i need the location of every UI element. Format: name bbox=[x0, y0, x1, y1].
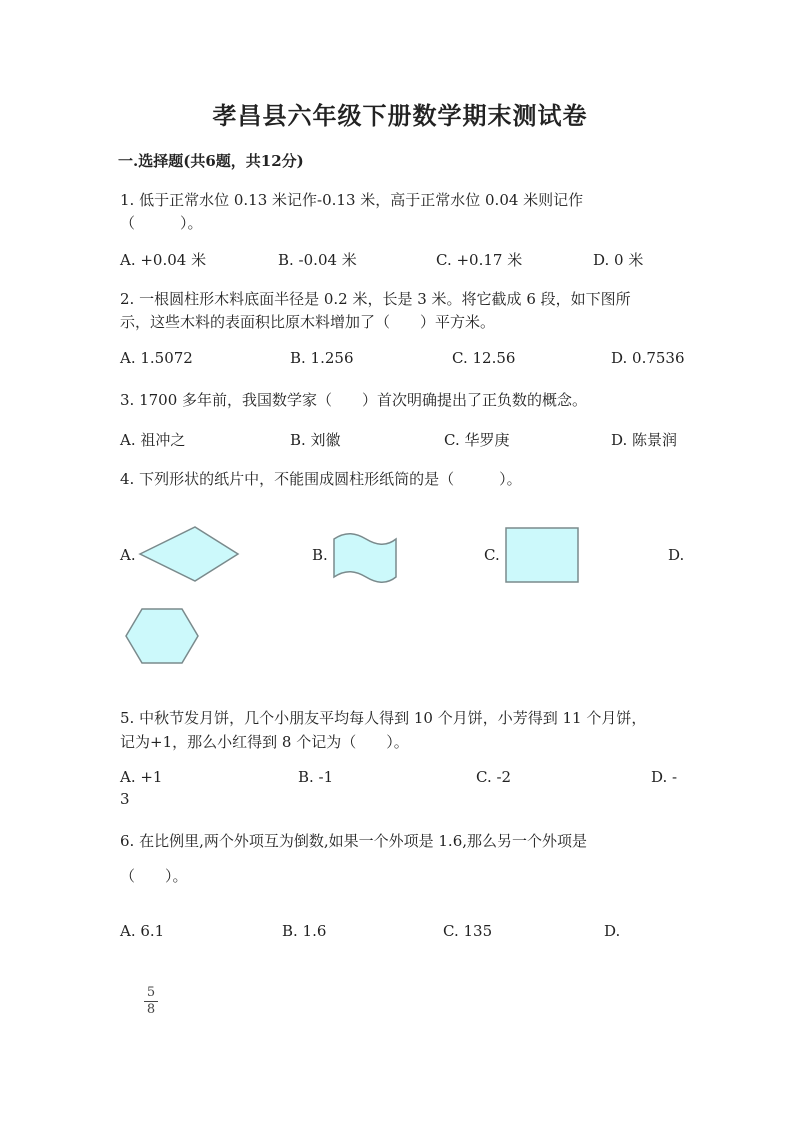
q3-line1: 3. 1700 多年前，我国数学家（ ）首次明确提出了正负数的概念。 bbox=[120, 391, 588, 409]
q5-option-d-wrap: 3 bbox=[120, 790, 130, 808]
wavy-flag-shape bbox=[332, 531, 398, 585]
q6-option-b: B. 1.6 bbox=[282, 922, 327, 940]
q4-option-b-label: B. bbox=[312, 546, 328, 564]
q5-option-c: C. -2 bbox=[476, 768, 512, 786]
q2-option-b: B. 1.256 bbox=[290, 349, 354, 367]
rectangle-shape bbox=[504, 526, 580, 584]
q3-option-d: D. 陈景润 bbox=[611, 431, 678, 449]
fraction-five-eighths bbox=[144, 986, 158, 1017]
q1-option-d: D. 0 米 bbox=[593, 251, 644, 269]
section-heading: 一.选择题(共6题，共12分) bbox=[118, 152, 304, 170]
q6-option-a: A. 6.1 bbox=[120, 922, 165, 940]
q1-option-c: C. +0.17 米 bbox=[436, 251, 523, 269]
q2-option-a: A. 1.5072 bbox=[120, 349, 193, 367]
page-title: 孝昌县六年级下册数学期末测试卷 bbox=[212, 101, 588, 130]
q3-option-c: C. 华罗庚 bbox=[444, 431, 510, 449]
q6-line1: 6. 在比例里,两个外项互为倒数,如果一个外项是 1.6,那么另一个外项是 bbox=[120, 832, 588, 850]
q4-option-c-label: C. bbox=[484, 546, 500, 564]
q1-line2: （ ）。 bbox=[120, 214, 203, 232]
q5-option-a: A. +1 bbox=[120, 768, 163, 786]
q4-option-d-label: D. bbox=[668, 546, 685, 564]
q6-option-c: C. 135 bbox=[443, 922, 493, 940]
hexagon-shape bbox=[124, 606, 200, 666]
fraction-denominator: 8 bbox=[146, 1002, 156, 1017]
q2-line2: 示，这些木料的表面积比原木料增加了（ ）平方米。 bbox=[120, 313, 496, 331]
q5-option-d: D. - bbox=[651, 768, 678, 786]
q1-line1: 1. 低于正常水位 0.13 米记作-0.13 米，高于正常水位 0.04 米则记作 bbox=[120, 191, 584, 209]
q3-option-a: A. 祖冲之 bbox=[120, 431, 186, 449]
q5-line2: 记为+1，那么小红得到 8 个记为（ ）。 bbox=[120, 733, 409, 751]
q5-line1: 5. 中秋节发月饼，几个小朋友平均每人得到 10 个月饼，小芳得到 11 个月饼， bbox=[120, 709, 647, 727]
q5-option-b: B. -1 bbox=[298, 768, 334, 786]
q6-line2: （ ）。 bbox=[120, 867, 188, 885]
q2-option-c: C. 12.56 bbox=[452, 349, 516, 367]
q1-option-a: A. +0.04 米 bbox=[120, 251, 207, 269]
fraction-numerator: 5 bbox=[146, 985, 156, 1000]
q4-option-a-label: A. bbox=[120, 546, 136, 564]
q2-line1: 2. 一根圆柱形木料底面半径是 0.2 米，长是 3 米。将它截成 6 段，如下图所 bbox=[120, 290, 631, 308]
rhombus-shape bbox=[138, 524, 240, 584]
q6-option-d: D. bbox=[604, 922, 621, 940]
q2-option-d: D. 0.7536 bbox=[611, 349, 685, 367]
q3-option-b: B. 刘徽 bbox=[290, 431, 341, 449]
q4-line1: 4. 下列形状的纸片中，不能围成圆柱形纸筒的是（ ）。 bbox=[120, 470, 522, 488]
q1-option-b: B. -0.04 米 bbox=[278, 251, 357, 269]
